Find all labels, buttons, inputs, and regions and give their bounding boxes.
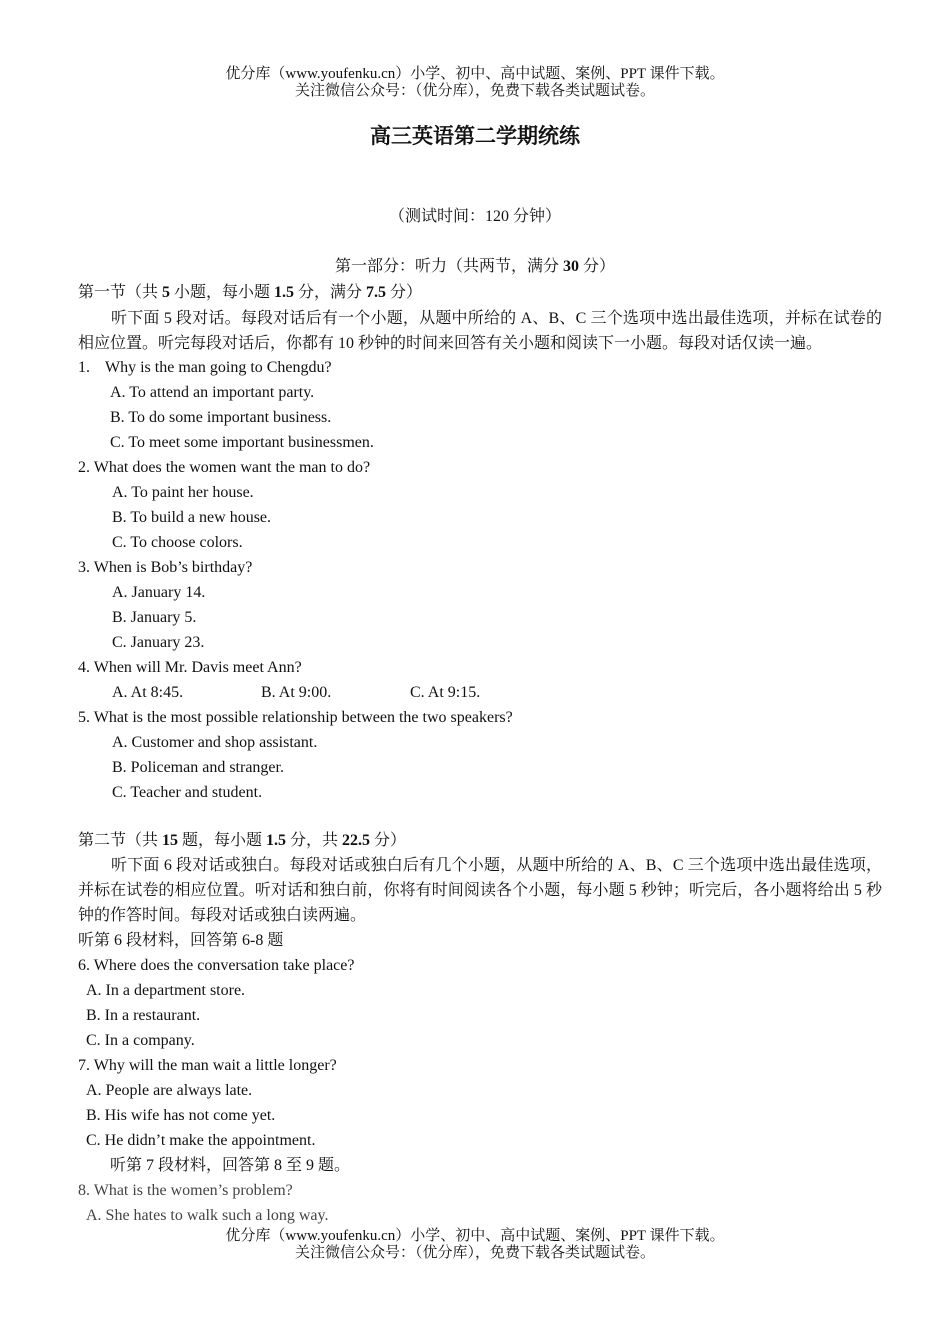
page-title: 高三英语第二学期统练	[370, 124, 580, 148]
footer-line-1: 优分库（www.youfenku.cn）小学、初中、高中试题、案例、PPT 课件下载。	[225, 1228, 725, 1244]
section1-heading: 第一节（共 5 小题，每小题 1.5 分，满分 7.5 分）	[78, 284, 423, 301]
question-7-option-a: A. People are always late.	[86, 1082, 253, 1099]
question-4-option-b: B. At 9:00.	[261, 684, 332, 701]
question-5-option-a: A. Customer and shop assistant.	[112, 734, 318, 751]
question-7-option-b: B. His wife has not come yet.	[86, 1107, 276, 1124]
question-5: 5. What is the most possible relationship between the two speakers?	[78, 709, 513, 726]
header-line-1: 优分库（www.youfenku.cn）小学、初中、高中试题、案例、PPT 课件下载。	[225, 66, 725, 82]
section1-instructions: 听下面 5 段对话。每段对话后有一个小题，从题中所给的 A、B、C 三个选项中选出最佳选项，并标在试卷的相应位置。听完每段对话后，你都有 10 秒钟的时间来回答有关小题和阅读下一小题。每段对话仅读一遍。	[78, 310, 882, 352]
question-4-option-a: A. At 8:45.	[112, 684, 184, 701]
question-5-option-c: C. Teacher and student.	[112, 784, 263, 801]
question-3-option-b: B. January 5.	[112, 609, 197, 626]
question-4-option-c: C. At 9:15.	[410, 684, 481, 701]
question-2-option-a: A. To paint her house.	[112, 484, 254, 501]
material-7-heading: 听第 7 段材料，回答第 8 至 9 题。	[110, 1157, 351, 1174]
question-2: 2. What does the women want the man to do?	[78, 459, 371, 476]
question-2-option-b: B. To build a new house.	[112, 509, 272, 526]
question-6: 6. Where does the conversation take place?	[78, 957, 355, 974]
question-1: 1. Why is the man going to Chengdu?	[78, 359, 332, 376]
material-6-heading: 听第 6 段材料，回答第 6-8 题	[78, 932, 284, 949]
test-time: （测试时间：120 分钟）	[388, 208, 561, 225]
page-footer	[0, 1228, 950, 1262]
question-4: 4. When will Mr. Davis meet Ann?	[78, 659, 302, 676]
question-1-option-a: A. To attend an important party.	[110, 384, 315, 401]
question-3-option-c: C. January 23.	[112, 634, 205, 651]
question-6-option-a: A. In a department store.	[86, 982, 246, 999]
question-8: 8. What is the women’s problem?	[78, 1182, 293, 1199]
footer-line-2: 关注微信公众号：（优分库），免费下载各类试题试卷。	[294, 1245, 655, 1261]
question-1-option-c: C. To meet some important businessmen.	[110, 434, 374, 451]
section2-instructions: 听下面 6 段对话或独白。每段对话或独白后有几个小题，从题中所给的 A、B、C 三个选项中选出最佳选项，并标在试卷的相应位置。听对话和独白前，你将有时间阅读各个小题，每小题 5 秒钟；听完后，各小题将给出 5 秒钟的作答时间。每段对话或独白读两遍。	[78, 857, 882, 924]
part1-heading: 第一部分：听力（共两节，满分 30 分）	[334, 258, 616, 275]
question-3: 3. When is Bob’s birthday?	[78, 559, 253, 576]
question-7: 7. Why will the man wait a little longer?	[78, 1057, 337, 1074]
question-1-option-b: B. To do some important business.	[110, 409, 332, 426]
question-6-option-c: C. In a company.	[86, 1032, 195, 1049]
page-header	[0, 66, 950, 100]
question-2-option-c: C. To choose colors.	[112, 534, 243, 551]
question-7-option-c: C. He didn’t make the appointment.	[86, 1132, 316, 1149]
question-6-option-b: B. In a restaurant.	[86, 1007, 201, 1024]
question-5-option-b: B. Policeman and stranger.	[112, 759, 284, 776]
question-3-option-a: A. January 14.	[112, 584, 206, 601]
header-line-2: 关注微信公众号：（优分库），免费下载各类试题试卷。	[294, 83, 655, 99]
section2-heading: 第二节（共 15 题，每小题 1.5 分，共 22.5 分）	[78, 832, 407, 849]
question-8-option-a: A. She hates to walk such a long way.	[86, 1207, 329, 1224]
